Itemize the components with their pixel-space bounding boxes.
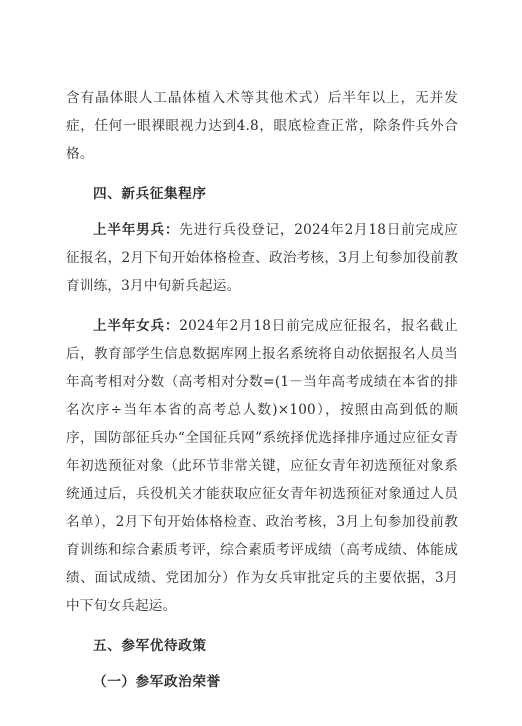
subsection-heading-political-honor: （一）参军政治荣誉 [93,674,221,690]
male-recruitment-text: 先进行兵役登记，2024年2月18日前完成应征报名，2月下旬开始体格检查、政治考核，3月上旬参加役前教育训练，3月中旬新兵起运。 [66,222,458,294]
male-recruitment-paragraph [66,216,458,300]
female-recruitment-lead: 上半年女兵： [93,318,180,334]
section-heading-preferential-policies: 五、参军优待政策 [93,638,207,654]
female-recruitment-text: 2024年2月18日前完成应征报名，报名截止后，教育部学生信息数据库网上报名系统将自动依据报名人员当年高考相对分数（高考相对分数=(1－当年高考成绩在本省的排名次序÷当年本省的高考总人数)×100），按照由高到低的顺序，国防部征兵办“全国征兵网”系统择优选择排序通过应征女青年初选预征对象（此环节非常关键，应征女青年初选预征对象系统通过后，兵役机关才能获取应征女青年初选预征对象通过人员名单），2月下旬开始体格检查、政治考核，3月上旬参加役前教育训练和综合素质考评，综合素质考评成绩（高考成绩、体能成绩、面试成绩、党团加分）作为女兵审批定兵的主要依据，3月中下旬女兵起运。 [66,318,458,614]
document-body [66,84,458,696]
female-recruitment-paragraph [66,312,458,620]
eye-surgery-requirement-paragraph: 含有晶体眼人工晶体植入术等其他术式）后半年以上，无并发症，任何一眼裸眼视力达到4.8，眼底检查正常，除条件兵外合格。 [66,90,458,162]
section-heading-recruitment-procedure: 四、新兵征集程序 [93,186,207,202]
male-recruitment-lead: 上半年男兵： [93,222,180,238]
